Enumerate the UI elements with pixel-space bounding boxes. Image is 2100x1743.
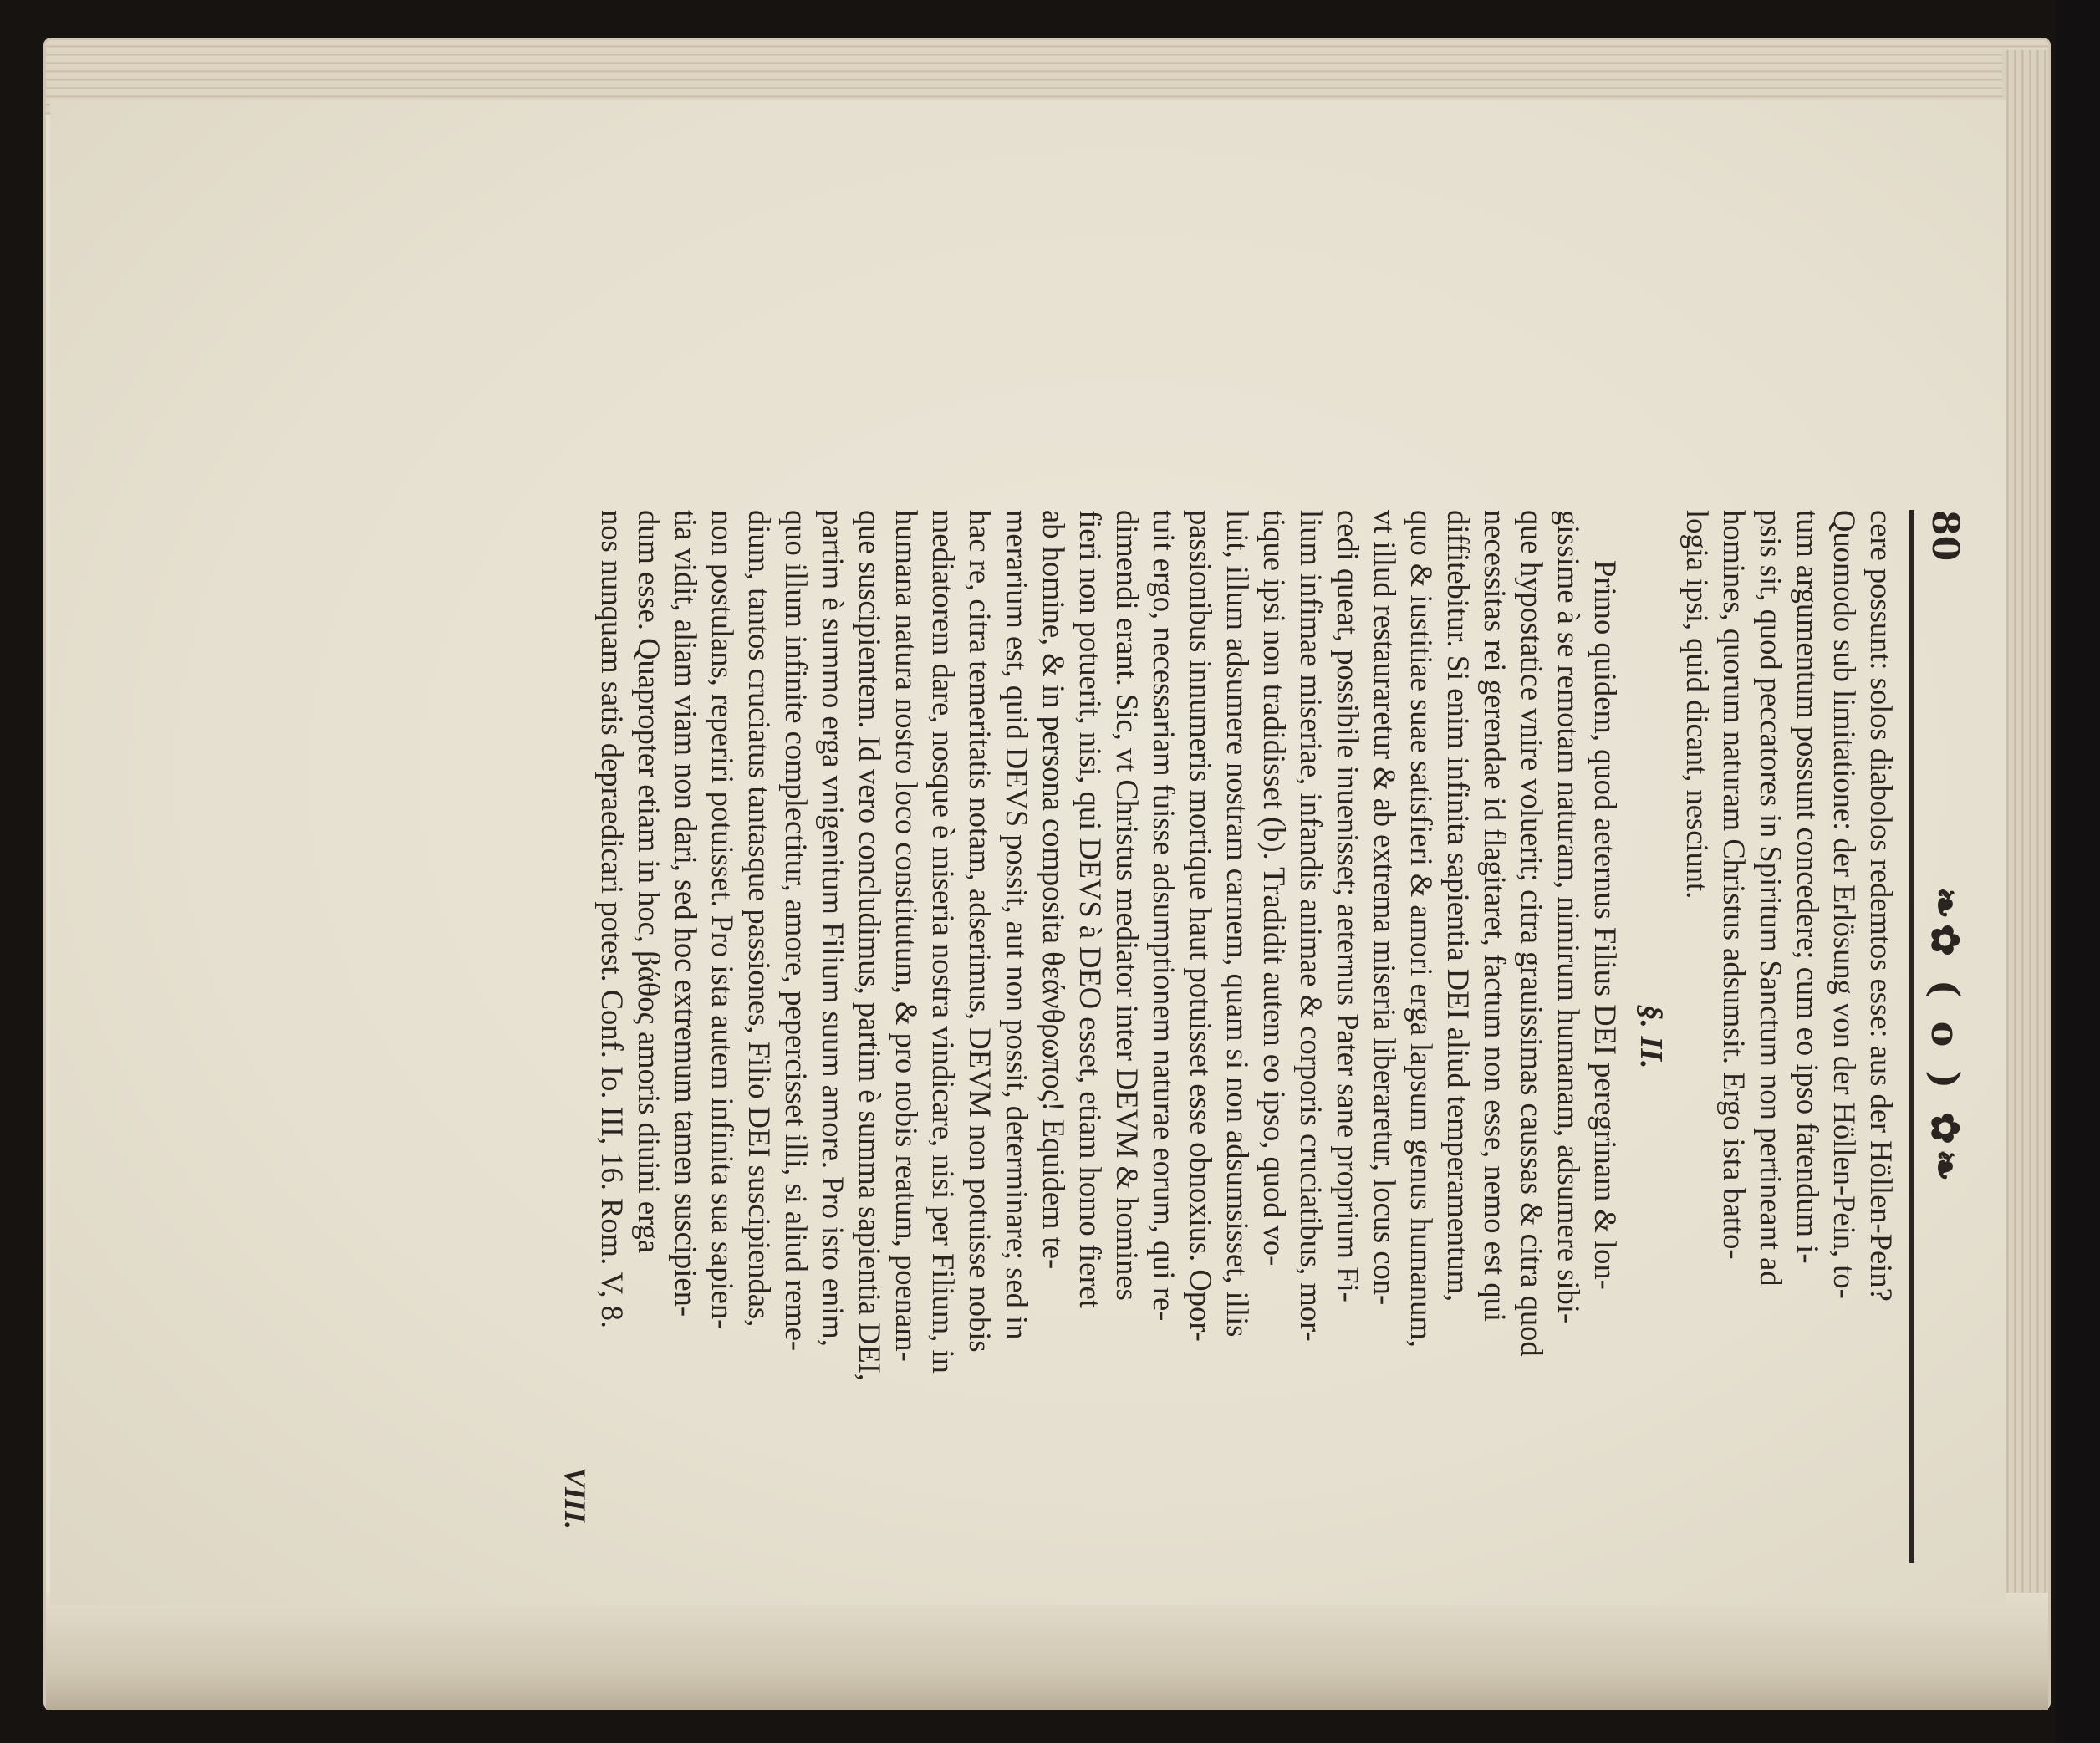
text-line: partim è summo erga vnigenitum Filium suum amore. Pro isto enim,: [816, 510, 850, 1347]
scan-border: [2055, 0, 2100, 1743]
catchword: VIII.: [558, 1466, 592, 1530]
text-line: que hypostatice vnire voluerit; citra grauissimas caussas & citra quod: [1515, 510, 1549, 1357]
text-line: quo illum infinite complectitur, amore, pepercisset illi, si aliud reme-: [779, 510, 813, 1352]
section-heading: §. II.: [1634, 1004, 1669, 1069]
text-line: dimendi erant. Sic, vt Christus mediator inter DEVM & homines: [1110, 510, 1144, 1301]
text-line: necessitas rei gerendae id flagitaret, factum non esse, nemo est qui: [1478, 510, 1512, 1322]
paragraph-continuation: [1679, 510, 1899, 1563]
text-line: cedi queat, possibile inuenisset; aeternus Pater sane proprium Fi-: [1331, 510, 1365, 1302]
paragraph-section-two: [594, 510, 1623, 1563]
page-edges-right: [2002, 50, 2048, 1680]
text-line: hac re, citra temeritatis notam, adserimus, DEVM non potuisse nobis: [963, 510, 997, 1353]
text-line: merarium est, quid DEVS possit, aut non possit, determinare; sed in: [1000, 510, 1034, 1340]
text-line: vt illud restauraretur & ab extrema miseria liberaretur, locus con-: [1368, 510, 1402, 1306]
page-fold-bottom: [46, 1593, 2048, 1710]
text-line: luit, illum adsumere nostram carnem, quam si non adsumsisset, illis: [1221, 510, 1255, 1338]
text-line: Quomodo sub limitatione: der Erlösung von der Höllen-Pein, to-: [1827, 510, 1862, 1299]
text-line: psis sit, quod peccatores in Spiritum Sanctum non pertineant ad: [1754, 510, 1788, 1287]
text-line: quo & iustitiae suae satisfieri & amori erga lapsum genus humanum,: [1404, 510, 1439, 1348]
text-line: humana natura nostro loco constitutum, & pro nobis reatum, poenam-: [889, 510, 924, 1362]
text-line: nos nunquam satis depraedicari potest. Conf. Io. III, 16. Rom. V, 8.: [595, 510, 629, 1328]
text-line: homines, quorum naturam Christus adsumsit. Ergo ista batto-: [1717, 510, 1751, 1260]
text-line: fieri non potuerit, nisi, qui DEVS à DEO esset, etiam homo fieret: [1073, 510, 1108, 1308]
text-line: Primo quidem, quod aeternus Filius DEI peregrinam & lon-: [1588, 560, 1623, 1290]
text-line: non postulans, reperiri potuisset. Pro ista autem infinita sua sapien-: [706, 510, 740, 1330]
text-line: mediatorem dare, nosque è miseria nostra vindicare, nisi per Filium, in: [926, 510, 961, 1374]
text-line: gissime à se remotam naturam, nimirum humanam, adsumere sibi-: [1552, 510, 1586, 1324]
text-line: dium, tantos cruciatus tantasque passiones, Filio DEI suscipiendas,: [742, 510, 777, 1328]
text-line: tia vidit, aliam viam non dari, sed hoc extremum tamen suscipien-: [669, 510, 703, 1317]
text-line: dum esse. Quapropter etiam in hoc, βάθος amoris diuini erga: [632, 510, 666, 1253]
text-line: tum argumentum possunt concedere; cum eo ipso fatendum i-: [1791, 510, 1825, 1264]
text-line: logia ipsi, quid dicant, nesciunt.: [1680, 510, 1715, 900]
header-ornament: ❧✿ ( o ) ✿❧: [1923, 886, 1968, 1187]
text-line: que suscipientem. Id vero concludimus, partim è summa sapientia DEI,: [853, 510, 887, 1382]
text-line: passionibus innumeris mortique haut potuisset esse obnoxius. Opor-: [1184, 510, 1218, 1342]
text-line: ab homine, & in persona composita θεάνθρωπος! Equidem te-: [1037, 510, 1071, 1270]
text-line: cere possunt: solos diabolos redemtos esse: aus der Höllen-Pein?: [1864, 510, 1899, 1302]
text-line: diffitebitur. Si enim infinita sapientia DEI aliud temperamentum,: [1441, 510, 1476, 1302]
text-line: tuit ergo, necessariam fuisse adsumptionem naturae eorum, qui re-: [1147, 510, 1181, 1322]
text-line: lium infimae miseriae, infandis animae & corporis cruciatibus, mor-: [1294, 510, 1328, 1342]
page-number: 80: [1924, 510, 1966, 562]
text-line: tique ipsi non tradidisset (b). Tradidit autem eo ipso, quod vo-: [1257, 510, 1292, 1266]
rotated-text-block: [468, 510, 1973, 1563]
running-header: [1909, 510, 1973, 1563]
